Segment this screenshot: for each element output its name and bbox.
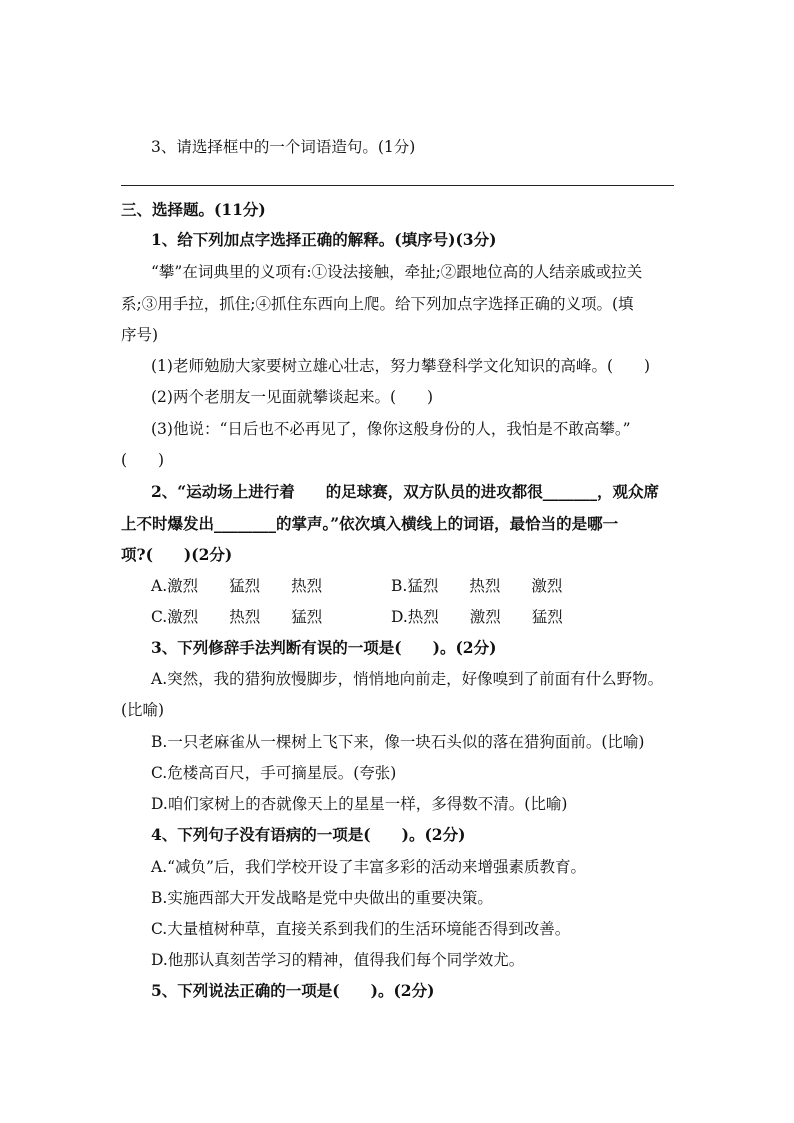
q1-definition-line-1: “攀”在词典里的义项有:①设法接触，牵扯;②跟地位高的人结亲戚或拉关 [151, 263, 643, 281]
q3-option-c: C.危楼高百尺，手可摘星辰。(夸张) [151, 764, 397, 782]
q1-prompt: 1、给下列加点字选择正确的解释。(填序号)(3分) [151, 230, 497, 249]
q1-item-3: (3)他说：“日后也不必再见了，像你这般身份的人，我怕是不敢高攀。” [151, 420, 631, 438]
q3-sentence-prompt: 3、请选择框中的一个词语造句。(1分) [151, 138, 416, 156]
q1-item-1: (1)老师勉励大家要树立雄心壮志，努力攀登科学文化知识的高峰。( ) [151, 357, 651, 375]
q1-item-2: (2)两个老朋友一见面就攀谈起来。( ) [151, 388, 434, 406]
q2-option-d: D.热烈 激烈 猛烈 [391, 608, 563, 626]
q4-prompt: 4、下列句子没有语病的一项是( )。(2分) [151, 825, 466, 844]
q2-option-c: C.激烈 热烈 猛烈 [151, 608, 323, 626]
q5-prompt: 5、下列说法正确的一项是( )。(2分) [151, 981, 435, 1000]
q1-definition-line-3: 序号) [121, 326, 159, 344]
q1-definition-line-2: 系;③用手拉，抓住;④抓住东西向上爬。给下列加点字选择正确的义项。(填 [121, 295, 634, 313]
q2-prompt-line-3: 项?( )(2分) [121, 545, 233, 564]
q2-prompt-line-2: 上不时爆发出________的掌声。”依次填入横线上的词语，最恰当的是哪一 [121, 514, 619, 533]
q3-option-d: D.咱们家树上的杏就像天上的星星一样，多得数不清。(比喻) [151, 795, 568, 813]
q4-option-a: A.“减负”后，我们学校开设了丰富多彩的活动来增强素质教育。 [151, 858, 586, 876]
answer-line [121, 185, 674, 186]
section-heading: 三、选择题。(11分) [121, 200, 266, 219]
q4-option-c: C.大量植树种草，直接关系到我们的生活环境能否得到改善。 [151, 920, 571, 938]
q4-option-d: D.他那认真刻苦学习的精神，值得我们每个同学效尤。 [151, 951, 525, 969]
q3-prompt: 3、下列修辞手法判断有误的一项是( )。(2分) [151, 638, 497, 657]
q3-option-a-note: (比喻) [121, 701, 165, 719]
q3-option-b: B.一只老麻雀从一棵树上飞下来，像一块石头似的落在猎狗面前。(比喻) [151, 733, 645, 751]
q1-item-3-answer: ( ) [121, 451, 165, 469]
q2-option-b: B.猛烈 热烈 激烈 [391, 577, 563, 595]
q2-option-a: A.激烈 猛烈 热烈 [151, 577, 323, 595]
q4-option-b: B.实施西部大开发战略是党中央做出的重要决策。 [151, 889, 493, 907]
q3-option-a: A.突然，我的猎狗放慢脚步，悄悄地向前走，好像嗅到了前面有什么野物。 [151, 670, 664, 688]
q2-prompt-line-1: 2、“运动场上进行着 的足球赛，双方队员的进攻都很_______，观众席 [151, 482, 659, 501]
